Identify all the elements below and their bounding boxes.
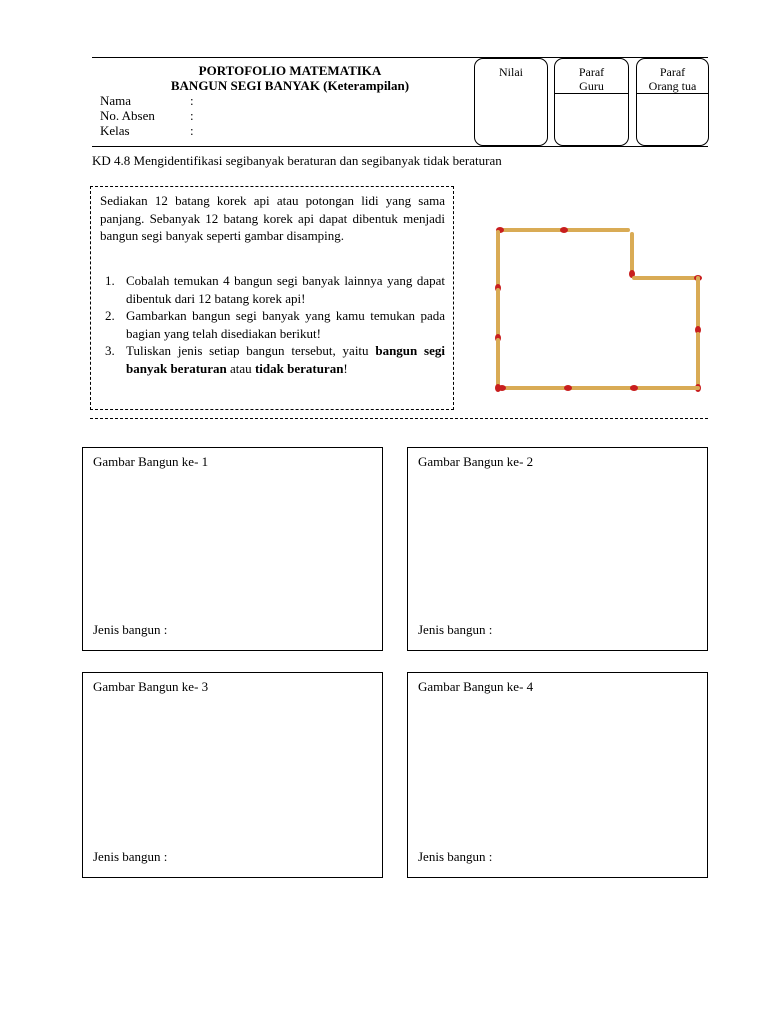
instruction-step: 3. Tuliskan jenis setiap bangun tersebut, yaitu bangun segi banyak beraturan atau tidak beraturan! (105, 343, 445, 376)
match-head (630, 385, 638, 391)
page-title: PORTOFOLIO MATEMATIKA (198, 63, 382, 78)
field-absen-label: No. Absen (100, 108, 155, 123)
field-nama-label: Nama (100, 93, 132, 108)
instruction-step: 1. Cobalah temukan 4 bangun segi banyak lainnya yang dapat dibentuk dari 12 batang korek api! (105, 273, 445, 306)
header-bottom-rule (92, 146, 708, 147)
answer-box-title: Gambar Bangun ke- 3 (93, 679, 209, 694)
answer-box-title: Gambar Bangun ke- 2 (418, 454, 534, 469)
instruction-steps (100, 272, 445, 377)
paraf-guru-divider (555, 93, 628, 94)
answer-box-4 (407, 672, 708, 878)
instruction-step: 2. Gambarkan bangun segi banyak yang kamu temukan pada bagian yang telah disediakan berikut! (105, 308, 445, 341)
section-divider (90, 418, 708, 419)
paraf-ortu-divider (637, 93, 708, 94)
matchstick-figure (488, 218, 710, 398)
paraf-ortu-label-1: Paraf (659, 65, 686, 79)
match-head (495, 384, 501, 392)
field-absen-colon: : (190, 108, 194, 123)
match-head (560, 227, 568, 233)
nilai-label: Nilai (499, 65, 523, 79)
field-nama-colon: : (190, 93, 194, 108)
instruction-intro: Sediakan 12 batang korek api atau potongan lidi yang sama panjang. Sebanyak 12 batang korek api dapat dibentuk menjadi bangun segi banyak seperti gambar disamping. (100, 193, 445, 243)
answer-box-type-label: Jenis bangun : (93, 849, 168, 864)
kd-statement: KD 4.8 Mengidentifikasi segibanyak beraturan dan segibanyak tidak beraturan (92, 153, 502, 168)
answer-box-title: Gambar Bangun ke- 4 (418, 679, 534, 694)
paraf-guru-label-1: Paraf (578, 65, 605, 79)
match-head (564, 385, 572, 391)
field-kelas-label: Kelas (100, 123, 130, 138)
answer-box-1 (82, 447, 383, 651)
answer-box-type-label: Jenis bangun : (93, 622, 168, 637)
answer-box-title: Gambar Bangun ke- 1 (93, 454, 209, 469)
answer-box-type-label: Jenis bangun : (418, 622, 493, 637)
paraf-ortu-label-2: Orang tua (648, 79, 697, 93)
page-subtitle: BANGUN SEGI BANYAK (Keterampilan) (170, 78, 410, 93)
field-kelas-colon: : (190, 123, 194, 138)
answer-box-3 (82, 672, 383, 878)
answer-box-type-label: Jenis bangun : (418, 849, 493, 864)
answer-box-2 (407, 447, 708, 651)
paraf-guru-label-2: Guru (579, 79, 604, 93)
